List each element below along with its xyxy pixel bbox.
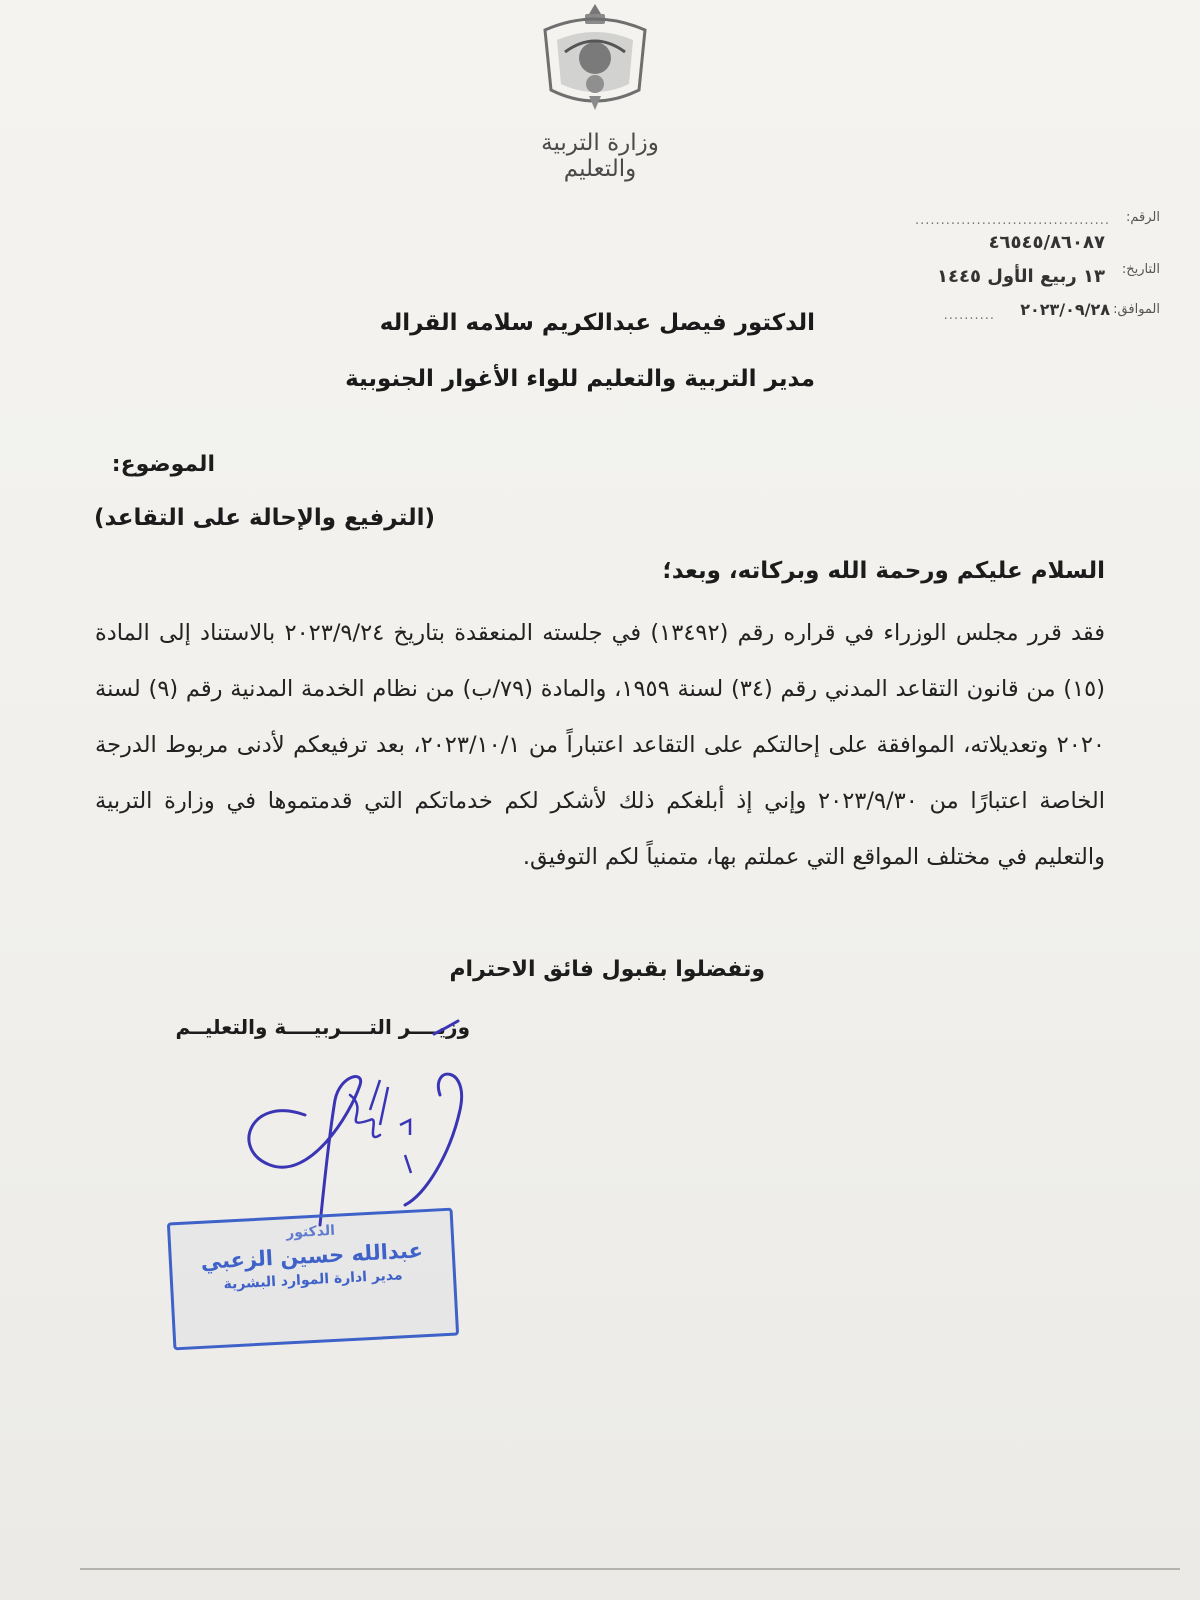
date-dots: .......... xyxy=(943,308,995,323)
addressee-position: مدير التربية والتعليم للواء الأغوار الجنوبية xyxy=(345,366,815,392)
coat-of-arms-icon xyxy=(535,0,655,115)
letter-body: فقد قرر مجلس الوزراء في قراره رقم (١٣٤٩٢) في جلسته المنعقدة بتاريخ ٢٠٢٣/٩/٢٤ بالاستناد إلى المادة (١٥) من قانون التقاعد المدني رقم (٣٤) لسنة ١٩٥٩، والمادة (٧٩/ب) من نظام الخدمة المدنية رقم (٩) لسنة ٢٠٢٠ وتعديلاته، الموافقة على إحالتكم على التقاعد اعتباراً من ٢٠٢٣/١٠/١، بعد ترفيعكم لأدنى مربوط الدرجة الخاصة اعتبارًا من ٢٠٢٣/٩/٣٠ وإني إذ أبلغكم ذلك لأشكر لكم خدماتكم التي قدمتموها في وزارة التربية والتعليم في مختلف المواقع التي عملتم بها، متمنياً لكم التوفيق. xyxy=(95,620,1106,870)
ref-number: ٤٦٥٤٥/٨٦٠٨٧ xyxy=(988,232,1105,253)
stamp-line-name: عبدالله حسين الزعبي xyxy=(200,1238,424,1274)
signature-tick-icon xyxy=(432,1018,462,1038)
greeting: السلام عليكم ورحمة الله وبركاته، وبعد؛ xyxy=(662,558,1105,584)
date-label: التاريخ: xyxy=(1121,262,1160,277)
closing-salutation: وتفضلوا بقبول فائق الاحترام xyxy=(449,957,765,982)
hijri-date: ١٣ ربيع الأول ١٤٤٥ xyxy=(937,266,1105,287)
corresponding-label: الموافق: xyxy=(1113,302,1160,317)
ref-dots: ...................................... xyxy=(914,213,1110,228)
stamp-line-position: مدير ادارة الموارد البشرية xyxy=(223,1267,403,1293)
official-stamp xyxy=(167,1208,459,1351)
ministry-name: وزارة التربية والتعليم xyxy=(541,130,659,182)
addressee-name: الدكتور فيصل عبدالكريم سلامه القراله xyxy=(379,310,815,336)
subject-title: (الترفيع والإحالة على التقاعد) xyxy=(94,505,435,531)
ref-label: الرقم: xyxy=(1126,210,1160,225)
subject-label: الموضوع: xyxy=(111,452,215,477)
gregorian-date: ٢٠٢٣/٠٩/٢٨ xyxy=(1020,300,1110,319)
footer-divider xyxy=(80,1568,1180,1570)
signatory-title: وزيــــر التــــربيــــة والتعليــم xyxy=(175,1015,470,1039)
stamp-line-title: الدكتور xyxy=(285,1222,336,1242)
